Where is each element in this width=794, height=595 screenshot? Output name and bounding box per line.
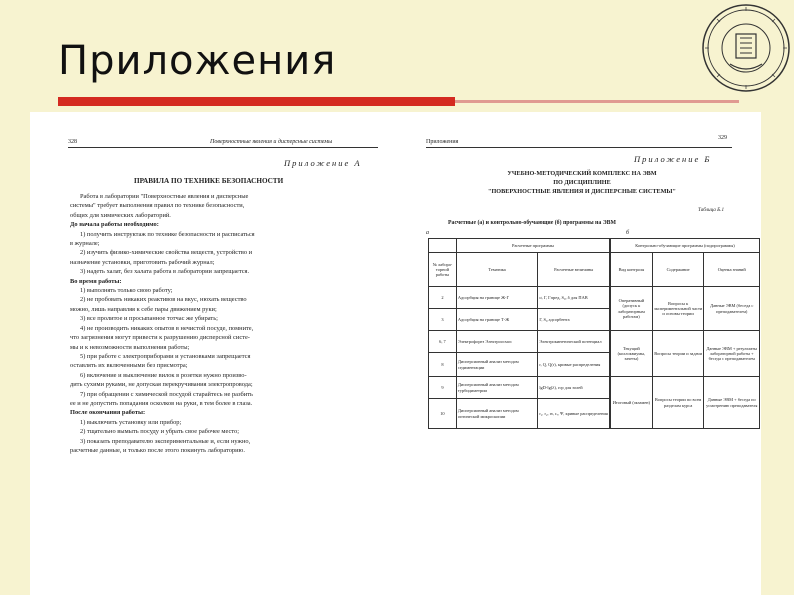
right-page-number: 329: [718, 135, 727, 141]
header-content: Содержание: [652, 253, 704, 287]
text-line: До начала работы необходимо:: [70, 221, 159, 229]
text-line: 7) при обращении с химической посудой старайтесь не разбить: [80, 390, 253, 398]
table-a: [428, 238, 610, 429]
right-title-line-1: УЧЕБНО-МЕТОДИЧЕСКИЙ КОМПЛЕКС НА ЭВМ: [507, 170, 657, 177]
text-line: 3) все пролитое и просыпанное тотчас же убирать;: [80, 315, 218, 323]
table-cell: Вопросы теории и задачи: [652, 331, 704, 377]
table-cell: lgD-lg(λ), rср для золей: [538, 377, 610, 399]
header-control-type: Вид контроля: [611, 253, 653, 287]
table-row: [429, 399, 610, 429]
table-caption: Расчетные (а) и контрольно-обучающие (б) программы на ЭВМ: [448, 220, 617, 226]
right-title-line-3: "ПОВЕРХНОСТНЫЕ ЯВЛЕНИЯ И ДИСПЕРСНЫЕ СИСТЕМЫ": [488, 188, 676, 195]
text-line: После окончания работы:: [70, 409, 146, 417]
book-spread: [30, 112, 761, 595]
text-line: дить сухими руками, не допуская перекручивания электропровода;: [70, 381, 253, 389]
header-topic: Тематика: [456, 253, 537, 287]
text-line: Работа в лаборатории "Поверхностные явления и дисперсные: [80, 193, 249, 200]
table-cell: Данные ЭВМ + беседа по усмотрению преподавателя: [704, 377, 760, 429]
table-cell: 2: [429, 287, 457, 309]
text-line: 2) не пробовать никаких реактивов на вкус, нюхать вещество: [80, 296, 247, 304]
table-row: [429, 377, 610, 399]
table-row: [429, 287, 610, 309]
right-running-head: Приложения: [426, 139, 459, 145]
left-header-rule: [68, 147, 378, 148]
right-appendix-label: Приложение Б: [634, 154, 712, 164]
table-cell: Электрофорез Электроосмос: [456, 331, 537, 353]
table-cell: 9: [429, 377, 457, 399]
title-underline-thin: [455, 100, 739, 103]
text-line: общих для химических лабораторий.: [70, 211, 171, 219]
text-line: расчетные данные, и только после этого покинуть лабораторию.: [70, 446, 245, 454]
right-title-line-2: ПО ДИСЦИПЛИНЕ: [553, 179, 611, 186]
text-line: 2) изучить физико-химические свойства веществ, устройство и: [80, 249, 253, 257]
header-grading: Оценка знаний: [704, 253, 760, 287]
table-cell: Г, S₀ адсорбента: [538, 309, 610, 331]
text-line: в журнале;: [70, 240, 100, 248]
table-cell: Данные ЭВМ + результаты лабораторной работы + беседа с преподавателем: [704, 331, 760, 377]
table-label: Таблица Б.1: [698, 207, 725, 213]
text-line: мы и к невозможности выполнения работы;: [70, 343, 190, 351]
table-cell: Электрокинетический потенциал: [538, 331, 610, 353]
text-line: 1) выключить установку или прибор;: [80, 418, 182, 426]
text-line: оставлять их включенными без присмотра;: [70, 362, 188, 370]
table-a-group-header: Расчетные программы: [456, 239, 609, 253]
table-row: [611, 331, 760, 377]
table-b: [610, 238, 760, 429]
text-line: 2) тщательно вымыть посуду и убрать свое рабочее место;: [80, 428, 239, 436]
table-row: [429, 331, 610, 353]
text-line: можно, лишь направляя к себе пары движением руки;: [70, 305, 217, 313]
left-heading: ПРАВИЛА ПО ТЕХНИКЕ БЕЗОПАСНОСТИ: [134, 177, 284, 185]
left-page: [30, 112, 396, 595]
table-b-group-header: Контрольно-обучающие программы (подпрограммы): [611, 239, 760, 253]
header-lab-no: № лабора-торной работы: [429, 253, 457, 287]
right-page: [422, 112, 761, 595]
left-body-text: [70, 192, 388, 455]
text-line: 4) не производить никаких опытов в нечистой посуде, помните,: [80, 324, 254, 332]
table-cell: 6, 7: [429, 331, 457, 353]
table-cell: 10: [429, 399, 457, 429]
mark-a: а: [426, 230, 429, 236]
table-a-group-blank: [429, 239, 457, 253]
table-row: [611, 287, 760, 331]
text-line: ее и не допустить попадания осколков на руки, в тем более в глаза.: [70, 399, 253, 407]
text-line: 5) при работе с электроприборами и установками запрещается: [80, 352, 251, 360]
table-cell: Вопросы к экспериментальной части и основы теории: [652, 287, 704, 331]
left-page-number: 328: [68, 139, 77, 145]
table-cell: Вопросы теории по всем разделам курса: [652, 377, 704, 429]
table-cell: 8: [429, 353, 457, 377]
table-cell: r, Q, Q(r), кривые распределения: [538, 353, 610, 377]
text-line: 3) показать преподавателю экспериментальные и, если нужно,: [80, 437, 251, 445]
text-line: Во время работы:: [70, 277, 122, 285]
table-row: [429, 353, 610, 377]
header-calc-values: Расчетные величины: [538, 253, 610, 287]
text-line: системы" требует выполнения правил по технике безопасности,: [70, 202, 245, 210]
text-line: что загрязнения могут привести к разрушению дисперсной систе-: [70, 334, 250, 342]
table-row: [611, 377, 760, 429]
table-cell: Дисперсионный анализ методом седиментации: [456, 353, 537, 377]
text-line: 1) получить инструктаж по технике безопасности и расписаться: [80, 230, 255, 238]
slide-title: Приложения: [58, 38, 337, 84]
table-row: [429, 309, 610, 331]
table-cell: Итоговый (экзамен): [611, 377, 653, 429]
table-cell: r₁, r₂, rₕ, rᵥ, Ψ, кривые распределения: [538, 399, 610, 429]
text-line: 3) надеть халат, без халата работа в лаборатории запрещается.: [80, 268, 250, 276]
table-cell: Оперативный (допуск к лабораторным работам): [611, 287, 653, 331]
table-cell: σ, Г, Гпред, S₀, δ для ПАВ: [538, 287, 610, 309]
table-cell: Текущий (коллоквиумы, зачеты): [611, 331, 653, 377]
left-running-head: Поверхностные явления и дисперсные системы: [210, 139, 333, 145]
text-line: назначение установки, приготовить рабочий журнал;: [70, 258, 215, 266]
left-appendix-label: Приложение А: [284, 158, 362, 168]
table-cell: Адсорбция на границе Т-Ж: [456, 309, 537, 331]
text-line: 1) выполнять только свою работу;: [80, 287, 173, 295]
right-header-rule: [426, 147, 732, 148]
table-cell: Дисперсионный анализ методом турбидиметрии: [456, 377, 537, 399]
mark-b: б: [626, 230, 630, 236]
table-cell: Данные ЭВМ (беседа с преподавателем): [704, 287, 760, 331]
table-cell: Адсорбция на границе Ж-Г: [456, 287, 537, 309]
title-underline-red: [58, 97, 455, 106]
university-seal-icon: [700, 2, 792, 94]
table-cell: 3: [429, 309, 457, 331]
table-cell: Дисперсионный анализ методом оптической микроскопии: [456, 399, 537, 429]
text-line: 6) включение и выключение вилок в розетки нужно произво-: [80, 371, 247, 379]
